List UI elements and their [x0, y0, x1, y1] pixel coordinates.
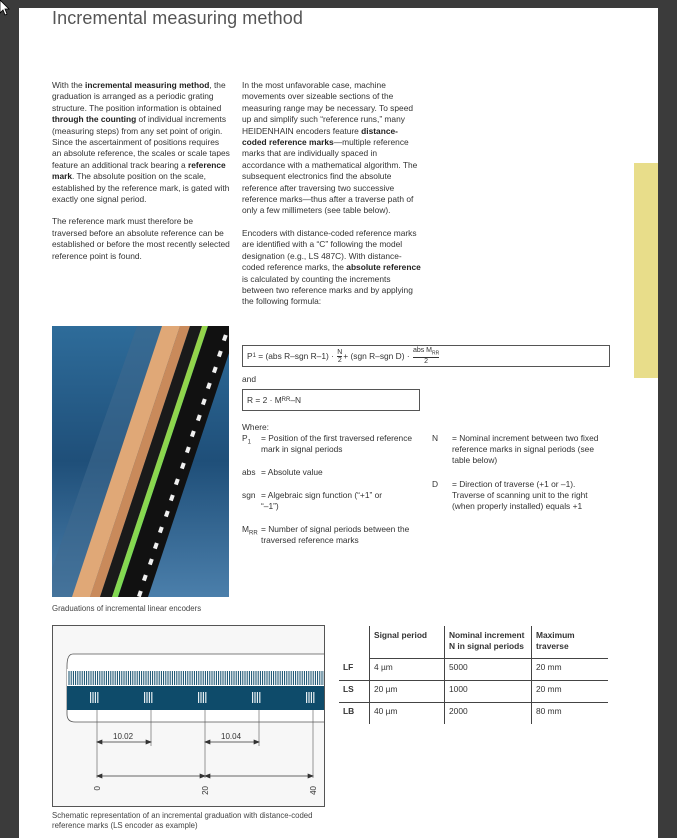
- def-key-sub: 1: [247, 439, 251, 446]
- formula-p-sub: 1: [252, 353, 256, 359]
- intro-paragraph-2: The reference mark must therefore be traversed before an absolute reference can be established or before the most recently selected reference point is found.: [52, 216, 230, 261]
- def-key: sgn: [242, 490, 256, 500]
- th-nominal-increment: Nominal increment N in signal periods: [445, 626, 532, 659]
- table-cell: 40 µm: [370, 703, 445, 725]
- tick-0: 0: [93, 786, 102, 791]
- definition-d: [432, 479, 612, 525]
- table-cell: 1000: [445, 681, 532, 703]
- row-label: LF: [339, 659, 370, 681]
- row-label: LS: [339, 681, 370, 703]
- where-label: Where:: [242, 422, 269, 432]
- intro-paragraph-1: With the incremental measuring method, the graduation is arranged as a periodic grating structure. The position information is obtained through the counting of individual increments (measuring steps) from any set point of origin. Since the ascertainment of positions requires an absolute reference, the scales or scale tapes feature an additional track bearing a reference mark. The absolute position on the scale, established by the reference mark, is gated with exactly one signal period.: [52, 80, 230, 205]
- reference-mark-line: [205, 692, 206, 703]
- table-cell: 4 µm: [370, 659, 445, 681]
- tick-20: 20: [201, 786, 210, 795]
- definition-mrr: [242, 524, 432, 548]
- reference-mark-line: [97, 692, 98, 703]
- row-label: LB: [343, 706, 355, 716]
- th-max-traverse: Maximum traverse: [532, 626, 609, 659]
- reference-mark-line: [259, 692, 260, 703]
- encoder-graduations-photo: [52, 326, 229, 597]
- formula-part-c: + (sgn R–sgn D) ·: [343, 351, 412, 361]
- reference-mark-line: [146, 692, 147, 703]
- definition-p1: [242, 433, 427, 457]
- dimension-1: 10.02: [113, 732, 134, 741]
- graduation-schematic: [52, 625, 325, 807]
- detail-paragraph-1: In the most unfavorable case, machine movements over sizeable sections of the measuring range may be necessary. To speed up and simplify such “reference runs,” many HEIDENHAIN encoders feature distance-coded reference marks—multiple reference marks that are individually spaced in accordance with a mathematical algorithm. The subsequent electronics find the absolute reference after traversing two successive reference marks—thus after a traverse path of only a few millimeters (see table below).: [242, 80, 418, 216]
- reference-mark-line: [308, 692, 309, 703]
- reference-mark-line: [144, 692, 145, 703]
- def-text: = Absolute value: [261, 467, 323, 477]
- table-row: [339, 681, 608, 703]
- fraction-num-2: [413, 347, 439, 358]
- fraction-num-2-sub: RR: [432, 350, 440, 357]
- dimension-2: 10.04: [221, 732, 242, 741]
- reference-mark-line: [254, 692, 255, 703]
- detail-paragraph-2: Encoders with distance-coded reference marks are identified with a “C” following the model designation (e.g., LS 487C). With distance-coded reference marks, the absolute reference is calculated by counting the increments between two reference marks and by applying the following formula:: [242, 227, 421, 307]
- formula-r-a: R = 2 · M: [247, 395, 282, 405]
- reference-mark-table: [339, 626, 608, 724]
- formula-part-b: = (abs R–sgn R–1) ·: [255, 351, 337, 361]
- reference-mark-line: [149, 692, 150, 703]
- diagram-caption: Schematic representation of an incremental graduation with distance-coded reference marks (LS encoder as example): [52, 811, 313, 830]
- def-text: = Algebraic sign function (“+1” or “–1”): [261, 490, 383, 512]
- fraction-den: 2: [337, 356, 342, 364]
- table-row: [339, 703, 608, 725]
- table-cell: 20 µm: [370, 681, 445, 703]
- document-page: [19, 8, 658, 838]
- reference-mark-line: [203, 692, 204, 703]
- th-signal-period: Signal period: [370, 626, 445, 659]
- reference-mark-line: [95, 692, 96, 703]
- intro-column: [52, 80, 230, 273]
- definition-abs: [242, 467, 427, 481]
- formula-r: [242, 389, 420, 411]
- formula-r-sub: RR: [281, 397, 291, 403]
- formula-r-b: –N: [290, 395, 302, 405]
- page-title: Incremental measuring method: [52, 8, 303, 28]
- and-label: and: [242, 374, 256, 384]
- def-text: = Position of the first traversed reference mark in signal periods: [261, 433, 413, 455]
- table-cell: 20 mm: [532, 681, 609, 703]
- definition-n: [432, 433, 612, 469]
- def-key: M: [242, 524, 249, 534]
- fraction-abs-mrr-over-2: [413, 347, 439, 365]
- sidebar-accent-bar: [634, 163, 658, 378]
- table-cell: 2000: [445, 703, 532, 725]
- mouse-cursor-icon: [0, 0, 10, 16]
- def-text: = Nominal increment between two fixed reference marks in signal periods (see table below): [452, 433, 599, 466]
- def-key-sub: RR: [248, 530, 258, 537]
- fraction-den-2: 2: [424, 358, 429, 366]
- reference-mark-line: [198, 692, 199, 703]
- reference-mark-line: [306, 692, 307, 703]
- def-key: N: [432, 433, 439, 443]
- table-cell: 80 mm: [532, 703, 609, 725]
- def-key: abs: [242, 467, 256, 477]
- fraction-n-over-2: [337, 349, 342, 364]
- table-row: [339, 659, 608, 681]
- reference-mark-line: [200, 692, 201, 703]
- table-cell: 5000: [445, 659, 532, 681]
- reference-mark-line: [313, 692, 314, 703]
- reference-mark-line: [257, 692, 258, 703]
- def-text: = Number of signal periods between the traversed reference marks: [261, 524, 410, 546]
- definition-sgn: [242, 490, 427, 514]
- detail-column: [242, 80, 422, 319]
- def-key: P: [242, 433, 248, 443]
- fraction-num-2-text: abs M: [412, 346, 433, 354]
- formula-p: P: [247, 351, 253, 361]
- reference-mark-line: [252, 692, 253, 703]
- def-text: = Direction of traverse (+1 or –1). Traverse of scanning unit to the right (when properly installed) equals +1: [452, 479, 588, 512]
- photo-caption: Graduations of incremental linear encoders: [52, 604, 202, 613]
- reference-mark-line: [92, 692, 93, 703]
- reference-mark-line: [90, 692, 91, 703]
- def-key: D: [432, 479, 439, 489]
- reference-mark-line: [151, 692, 152, 703]
- formula-position: [242, 345, 610, 367]
- fraction-num: N: [337, 348, 343, 356]
- reference-track: [67, 686, 325, 710]
- table-cell: 20 mm: [532, 659, 609, 681]
- tick-40: 40: [309, 786, 318, 795]
- reference-mark-line: [311, 692, 312, 703]
